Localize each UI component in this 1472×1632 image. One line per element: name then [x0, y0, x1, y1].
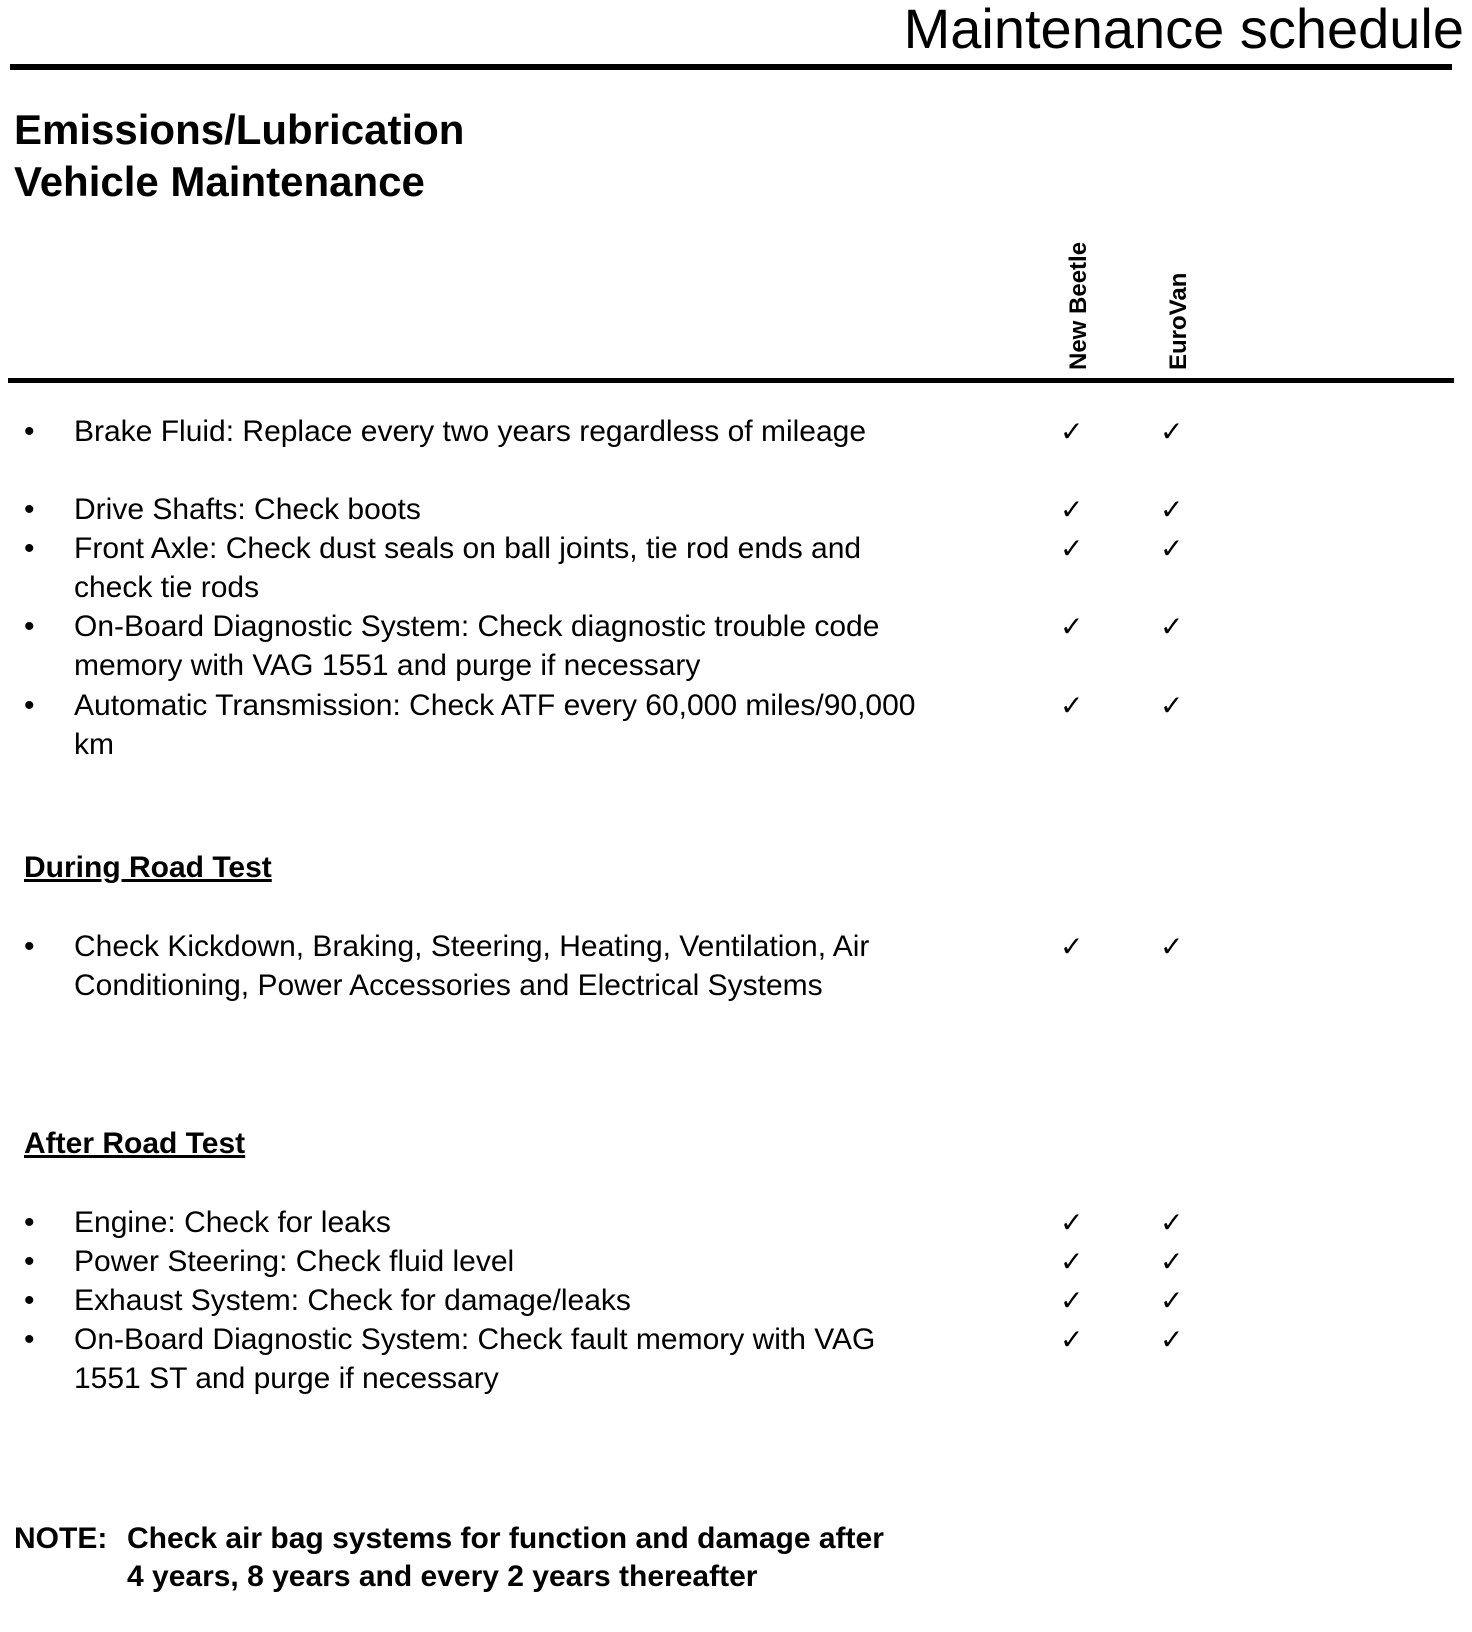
check-icon: ✓ [1060, 931, 1084, 962]
check-icon: ✓ [1060, 494, 1084, 525]
check-icon: ✓ [1060, 611, 1084, 642]
section-title-after-road-test: After Road Test [24, 1127, 246, 1160]
check-icon: ✓ [1060, 1285, 1084, 1316]
check-icon: ✓ [1160, 1207, 1184, 1238]
check-icon: ✓ [1160, 1285, 1184, 1316]
bullet-icon: • [24, 1206, 35, 1239]
check-icon: ✓ [1060, 533, 1084, 564]
item-text: Automatic Transmission: Check ATF every 60,000 miles/90,000 km [74, 689, 916, 761]
column-header-new-beetle-label: New Beetle [1065, 241, 1092, 370]
check-icon: ✓ [1160, 690, 1184, 721]
section-heading [14, 104, 464, 208]
check-icon: ✓ [1160, 533, 1184, 564]
check-icon: ✓ [1060, 416, 1084, 447]
check-icon: ✓ [1160, 611, 1184, 642]
item-text: Brake Fluid: Replace every two years regardless of mileage [74, 415, 867, 448]
heading-line-1: Emissions/Lubrication [14, 106, 465, 153]
bullet-icon: • [24, 610, 35, 643]
header-rule [8, 378, 1454, 383]
check-icon: ✓ [1160, 1324, 1184, 1355]
check-icon: ✓ [1160, 494, 1184, 525]
item-text: Engine: Check for leaks [74, 1206, 391, 1239]
item-text: On-Board Diagnostic System: Check diagnostic trouble code memory with VAG 1551 and purge if necessary [74, 610, 880, 682]
item-text: On-Board Diagnostic System: Check fault memory with VAG 1551 ST and purge if necessary [74, 1323, 876, 1395]
check-icon: ✓ [1060, 1207, 1084, 1238]
column-header-new-beetle [1062, 210, 1096, 370]
item-text: Power Steering: Check fluid level [74, 1245, 515, 1278]
bullet-icon: • [24, 689, 35, 722]
check-icon: ✓ [1060, 690, 1084, 721]
item-text: Drive Shafts: Check boots [74, 493, 421, 526]
bullet-icon: • [24, 415, 35, 448]
heading-line-2: Vehicle Maintenance [14, 158, 425, 205]
check-icon: ✓ [1060, 1324, 1084, 1355]
check-icon: ✓ [1160, 931, 1184, 962]
check-icon: ✓ [1160, 1246, 1184, 1277]
bullet-icon: • [24, 1323, 35, 1356]
item-text: Front Axle: Check dust seals on ball joints, tie rod ends and check tie rods [74, 532, 862, 604]
check-icon: ✓ [1160, 416, 1184, 447]
column-header-eurovan-label: EuroVan [1165, 272, 1192, 370]
bullet-icon: • [24, 1245, 35, 1278]
note-text: Check air bag systems for function and damage after 4 years, 8 years and every 2 years thereafter [127, 1522, 884, 1593]
item-text: Check Kickdown, Braking, Steering, Heating, Ventilation, Air Conditioning, Power Accessories and Electrical Systems [74, 930, 870, 1002]
bullet-icon: • [24, 1284, 35, 1317]
page-title: Maintenance schedule [903, 0, 1464, 60]
top-rule [10, 64, 1452, 70]
column-header-eurovan [1162, 210, 1196, 370]
section-title-during-road-test: During Road Test [24, 851, 272, 884]
bullet-icon: • [24, 532, 35, 565]
bullet-icon: • [24, 930, 35, 963]
item-text: Exhaust System: Check for damage/leaks [74, 1284, 631, 1317]
check-icon: ✓ [1060, 1246, 1084, 1277]
note-label: NOTE: [14, 1522, 108, 1555]
bullet-icon: • [24, 493, 35, 526]
